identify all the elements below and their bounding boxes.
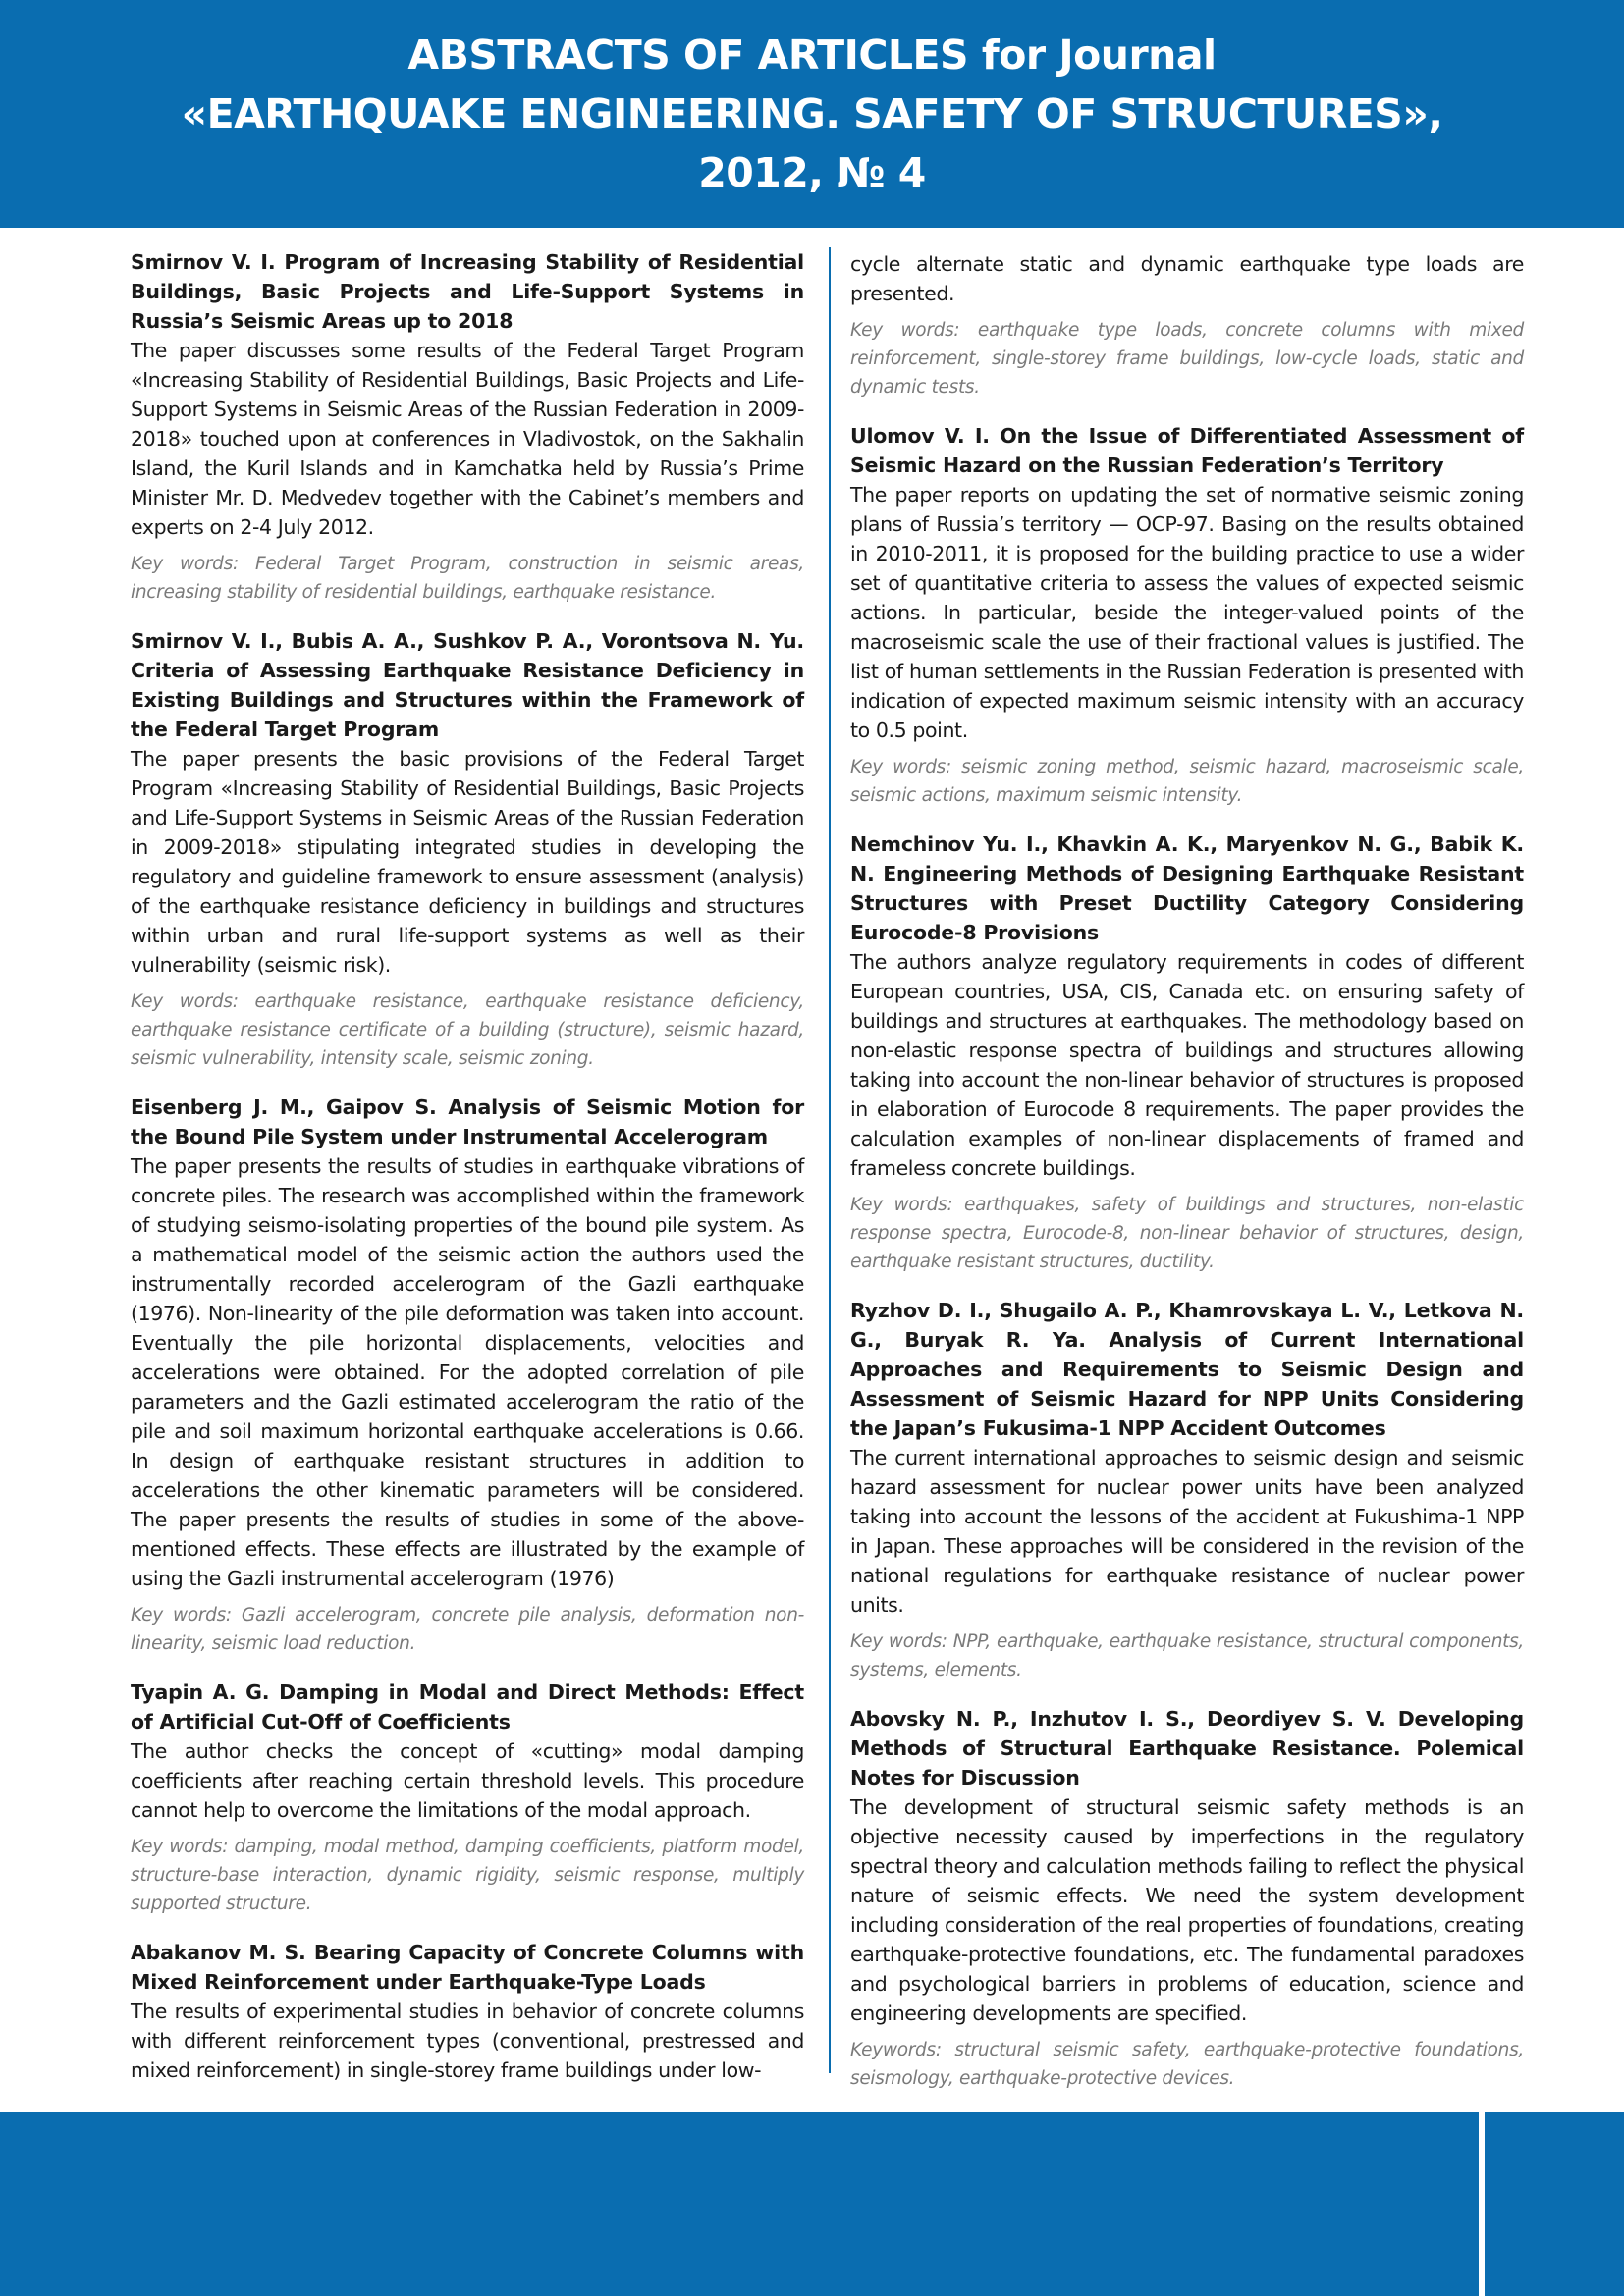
article-keywords: Key words: seismic zoning method, seismic hazard, macroseismic scale, seismic actions, maximum seismic intensity. bbox=[850, 757, 1524, 806]
article-keywords: Key words: Gazli accelerogram, concrete pile analysis, deformation non-linearity, seismic load reduction. bbox=[131, 1605, 804, 1654]
article-abstract: The paper reports on updating the set of normative seismic zoning plans of Russia’s territory — OCP-97. Basing on the results obtained in 2010-2011, it is proposed for the building practice to use a wider set of quantitative criteria to assess the values of expected seismic actions. In particular, beside the integer-valued points of the macroseismic scale the use of their fractional values is justified. The list of human settlements in the Russian Federation is presented with indication of expected maximum seismic intensity with an accuracy to 0.5 point. bbox=[850, 483, 1524, 742]
footer-band bbox=[0, 2112, 1479, 2296]
article bbox=[131, 247, 804, 613]
left-column bbox=[131, 247, 804, 2099]
article-keywords: Key words: Federal Target Program, construction in seismic areas, increasing stability of residential buildings, earthquake resistance. bbox=[131, 554, 804, 603]
article-keywords: Key words: earthquake type loads, concrete columns with mixed reinforcement, single-storey frame buildings, low-cycle loads, static and dynamic tests. bbox=[850, 320, 1524, 398]
article-abstract: The results of experimental studies in behavior of concrete columns with different reinforcement types (conventional, prestressed and mixed reinforcement) in single-storey frame buildings under low- bbox=[131, 2000, 804, 2082]
article-abstract: The current international approaches to seismic design and seismic hazard assessment for nuclear power units have been analyzed taking into account the lessons of the accident at Fukushima-1 NPP in Japan. These approaches will be considered in the revision of the national regulations for earthquake resistance of nuclear power units. bbox=[850, 1446, 1524, 1617]
article bbox=[850, 421, 1524, 816]
article-abstract: The paper presents the basic provisions of the Federal Target Program «Increasing Stability of Residential Buildings, Basic Projects and Life-Support Systems in Seismic Areas of the Russian Federation in 2009-2018» stipulating integrated studies in developing the regulatory and guideline framework to ensure assessment (analysis) of the earthquake resistance deficiency in buildings and structures within urban and rural life-support systems as well as their vulnerability (seismic risk). bbox=[131, 747, 804, 977]
article-keywords: Keywords: structural seismic safety, earthquake-protective foundations, seismology, earthquake-protective devices. bbox=[850, 2040, 1524, 2089]
article-keywords: Key words: NPP, earthquake, earthquake resistance, structural components, systems, elements. bbox=[850, 1631, 1524, 1681]
article bbox=[131, 1093, 804, 1664]
article bbox=[850, 829, 1524, 1282]
article bbox=[850, 1296, 1524, 1690]
article bbox=[131, 626, 804, 1079]
article-title: Ulomov V. I. On the Issue of Differentiated Assessment of Seismic Hazard on the Russian Federation’s Territory bbox=[850, 424, 1524, 477]
article-abstract: The author checks the concept of «cutting» modal damping coefficients after reaching certain threshold levels. This procedure cannot help to overcome the limitations of the modal approach. bbox=[131, 1739, 804, 1822]
right-column bbox=[850, 249, 1524, 2112]
article-title: Abakanov M. S. Bearing Capacity of Concrete Columns with Mixed Reinforcement under Earthquake-Type Loads bbox=[131, 1941, 804, 1994]
article-title: Smirnov V. I., Bubis A. A., Sushkov P. A., Vorontsova N. Yu. Criteria of Assessing Earthquake Resistance Deficiency in Existing Buildings and Structures within the Framework of the Federal Target Program bbox=[131, 629, 804, 741]
article-keywords: Key words: earthquake resistance, earthquake resistance deficiency, earthquake resistance certificate of a building (structure), seismic hazard, seismic vulnerability, intensity scale, seismic zoning. bbox=[131, 991, 804, 1069]
article-abstract: The development of structural seismic safety methods is an objective necessity caused by imperfections in the regulatory spectral theory and calculation methods failing to reflect the physical nature of seismic effects. We need the system development including consideration of the real properties of foundations, creating earthquake-protective foundations, etc. The fundamental paradoxes and psychological barriers in problems of education, science and engineering developments are specified. bbox=[850, 1795, 1524, 2025]
article-continuation bbox=[850, 249, 1524, 407]
article-abstract: The paper discusses some results of the Federal Target Program «Increasing Stability of Residential Buildings, Basic Projects and Life-Support Systems in Seismic Areas of the Russian Federation in 2009-2018» touched upon at conferences in Vladivostok, on the Sakhalin Island, the Kuril Islands and in Kamchatka held by Russia’s Prime Minister Mr. D. Medvedev together with the Cabinet’s members and experts on 2-4 July 2012. bbox=[131, 339, 804, 539]
article-title: Smirnov V. I. Program of Increasing Stability of Residential Buildings, Basic Projects and Life-Support Systems in Russia’s Seismic Areas up to 2018 bbox=[131, 250, 804, 333]
article-keywords: Key words: damping, modal method, damping coefficients, platform model, structure-base interaction, dynamic rigidity, seismic response, multiply supported structure. bbox=[131, 1837, 804, 1914]
column-divider bbox=[829, 247, 831, 2073]
article bbox=[131, 1938, 804, 2085]
page-header bbox=[0, 0, 1624, 228]
header-title-line-3: 2012, № 4 bbox=[698, 149, 926, 196]
article-title: Tyapin A. G. Damping in Modal and Direct Methods: Effect of Artificial Cut-Off of Coefficients bbox=[131, 1681, 804, 1734]
article-abstract: cycle alternate static and dynamic earthquake type loads are presented. bbox=[850, 252, 1524, 305]
article-title: Ryzhov D. I., Shugailo A. P., Khamrovskaya L. V., Letkova N. G., Buryak R. Ya. Analysis of Current International Approaches and Requirements to Seismic Design and Assessment of Seismic Hazard for NPP Units Considering the Japan’s Fukusima-1 NPP Accident Outcomes bbox=[850, 1299, 1524, 1440]
footer-page-tab bbox=[1485, 2112, 1624, 2296]
article-title: Nemchinov Yu. I., Khavkin A. K., Maryenkov N. G., Babik K. N. Engineering Methods of Designing Earthquake Resistant Structures with Preset Ductility Category Considering Eurocode-8 Provisions bbox=[850, 832, 1524, 944]
article-title: Eisenberg J. M., Gaipov S. Analysis of Seismic Motion for the Bound Pile System under Instrumental Accelerogram bbox=[131, 1095, 804, 1148]
article-abstract: The paper presents the results of studies in earthquake vibrations of concrete piles. The research was accomplished within the framework of studying seismo-isolating properties of the bound pile system. As a mathematical model of the seismic action the authors used the instrumentally recorded accelerogram of the Gazli earthquake (1976). Non-linearity of the pile deformation was taken into account. Eventually the pile horizontal displacements, velocities and accelerations were obtained. For the adopted correlation of pile parameters and the Gazli estimated accelerogram the ratio of the pile and soil maximum horizontal earthquake accelerations is 0.66. In design of earthquake resistant structures in addition to accelerations the other kinematic parameters will be considered. The paper presents the results of studies in some of the above-mentioned effects. These effects are illustrated by the example of using the Gazli instrumental accelerogram (1976) bbox=[131, 1154, 804, 1590]
article-abstract: The authors analyze regulatory requirements in codes of different European countries, USA, CIS, Canada etc. on ensuring safety of buildings and structures at earthquakes. The methodology based on non-elastic response spectra of buildings and structures allowing taking into account the non-linear behavior of structures is proposed in elaboration of Eurocode 8 requirements. The paper provides the calculation examples of non-linear displacements of framed and frameless concrete buildings. bbox=[850, 950, 1524, 1180]
header-title-line-1: ABSTRACTS OF ARTICLES for Journal bbox=[407, 31, 1217, 79]
article-keywords: Key words: earthquakes, safety of buildings and structures, non-elastic response spectra, Eurocode-8, non-linear behavior of structures, design, earthquake resistant structures, ductility. bbox=[850, 1195, 1524, 1272]
article-title: Abovsky N. P., Inzhutov I. S., Deordiyev S. V. Developing Methods of Structural Earthquake Resistance. Polemical Notes for Discussion bbox=[850, 1707, 1524, 1789]
article bbox=[850, 1704, 1524, 2099]
header-title-line-2: «EARTHQUAKE ENGINEERING. SAFETY OF STRUCTURES», bbox=[181, 90, 1443, 137]
article bbox=[131, 1678, 804, 1924]
